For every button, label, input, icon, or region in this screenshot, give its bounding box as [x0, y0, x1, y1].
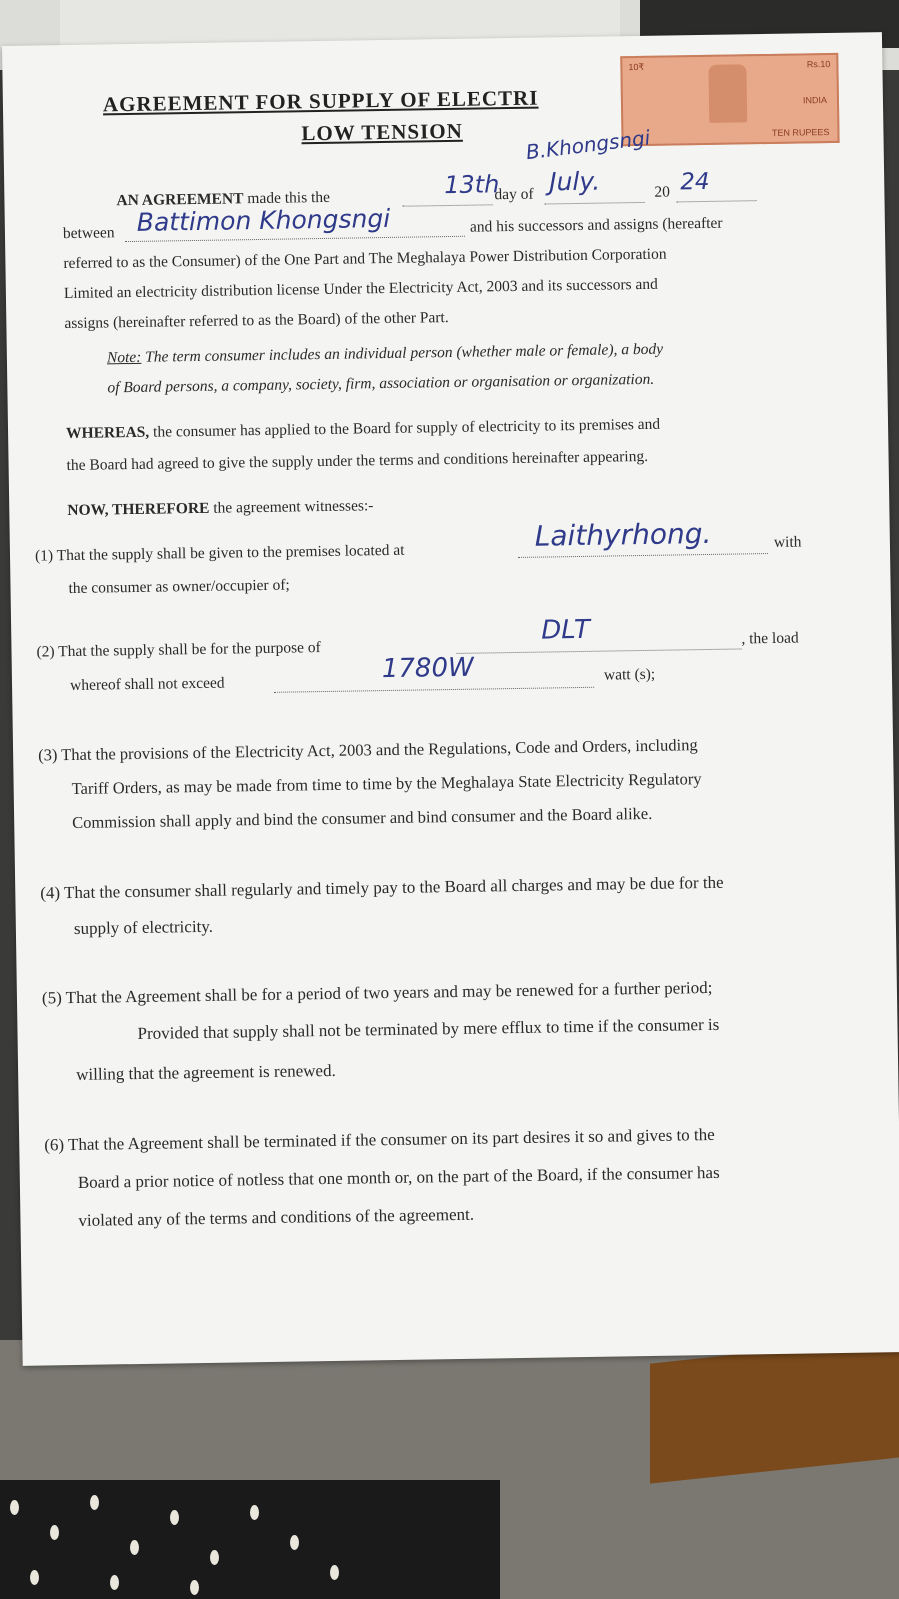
clause-5-line-2: Provided that supply shall not be terminated by mere efflux to time if the consumer is — [137, 1014, 720, 1043]
clause-6-line-2: Board a prior notice of notless that one month or, on the part of the Board, if the consumer has — [77, 1162, 720, 1192]
purpose-field: DLT — [541, 614, 591, 646]
stamp-value-right: Rs.10 — [806, 58, 831, 70]
intro-line-3: referred to as the Consumer) of the One Part and The Meghalaya Power Distribution Corporation — [63, 245, 667, 273]
clause-1-text: (1) That the supply shall be given to the premises located at — [34, 541, 405, 565]
clause-6-line-1: (6) That the Agreement shall be terminated if the consumer on its part desires it so and gives to the — [44, 1124, 715, 1155]
clause-5-line-1: (5) That the Agreement shall be for a period of two years and may be renewed for a further period; — [41, 977, 713, 1008]
intro-made: made this the — [247, 188, 331, 208]
clause-2-line-2: whereof shall not exceed — [69, 674, 225, 695]
now-rest: the agreement witnesses:- — [213, 497, 374, 517]
intro-line-5: assigns (hereinafter referred to as the Board) of the other Part. — [64, 309, 449, 333]
clause-1-line-2: the consumer as owner/occupier of; — [68, 576, 290, 598]
patterned-cloth — [0, 1480, 500, 1599]
day-field: 13th — [444, 170, 500, 200]
consumer-name-field: Battimon Khongsngi — [136, 203, 391, 237]
now-lead: NOW, THEREFORE — [67, 499, 210, 520]
clause-2-text: (2) That the supply shall be for the purpose of — [36, 639, 321, 661]
clause-4-line-1: (4) That the consumer shall regularly and timely pay to the Board all charges and may be due for the — [40, 872, 724, 903]
note-line-1: The term consumer includes an individual person (whether male or female), a body — [145, 340, 664, 366]
agreement-page — [2, 32, 899, 1366]
stamp-country: INDIA — [802, 95, 828, 106]
page-title: AGREEMENT FOR SUPPLY OF ELECTRI — [102, 85, 539, 117]
clause-6-line-3: violated any of the terms and conditions of the agreement. — [78, 1204, 475, 1230]
stamp-words: TEN RUPEES — [771, 127, 830, 138]
intro-line-4: Limited an electricity distribution license Under the Electricity Act, 2003 and its successors and — [63, 275, 658, 303]
month-field: July. — [548, 166, 601, 197]
between-label: between — [62, 224, 115, 243]
whereas-line-1: the consumer has applied to the Board for supply of electricity to its premises and — [152, 415, 661, 441]
successors-text: and his successors and assigns (hereafter — [469, 214, 723, 236]
clause-2-watt: watt (s); — [603, 665, 656, 684]
clause-3-line-3: Commission shall apply and bind the consumer and bind consumer and the Board alike. — [72, 803, 653, 832]
clause-1-with: with — [773, 533, 802, 551]
whereas-lead: WHEREAS, — [65, 423, 150, 443]
whereas-line-2: the Board had agreed to give the supply under the terms and conditions hereinafter appearing. — [66, 447, 649, 475]
year-prefix: 20 — [654, 183, 671, 201]
national-emblem-icon — [708, 64, 747, 123]
clause-3-line-1: (3) That the provisions of the Electricity Act, 2003 and the Regulations, Code and Orders, including — [37, 735, 698, 765]
year-field: 24 — [680, 168, 710, 196]
clause-5-line-3: willing that the agreement is renewed. — [76, 1060, 336, 1084]
clause-3-line-2: Tariff Orders, as may be made from time to time by the Meghalaya State Electricity Regulatory — [71, 769, 702, 798]
day-of-label: day of — [494, 185, 534, 204]
revenue-stamp — [620, 53, 839, 146]
intro-lead: AN AGREEMENT — [116, 190, 244, 210]
clause-4-line-2: supply of electricity. — [73, 916, 214, 938]
note-line-2: of Board persons, a company, society, firm, association or organisation or organization. — [107, 370, 655, 397]
load-field: 1780W — [381, 652, 474, 685]
stamp-value-left: 10₹ — [628, 61, 645, 73]
premises-field: Laithyrhong. — [534, 516, 712, 553]
page-subtitle: LOW TENSION — [301, 118, 463, 146]
clause-2-load: , the load — [741, 629, 799, 648]
signature-top: B.Khongsngi — [524, 125, 652, 165]
note-label: Note: — [106, 348, 142, 367]
